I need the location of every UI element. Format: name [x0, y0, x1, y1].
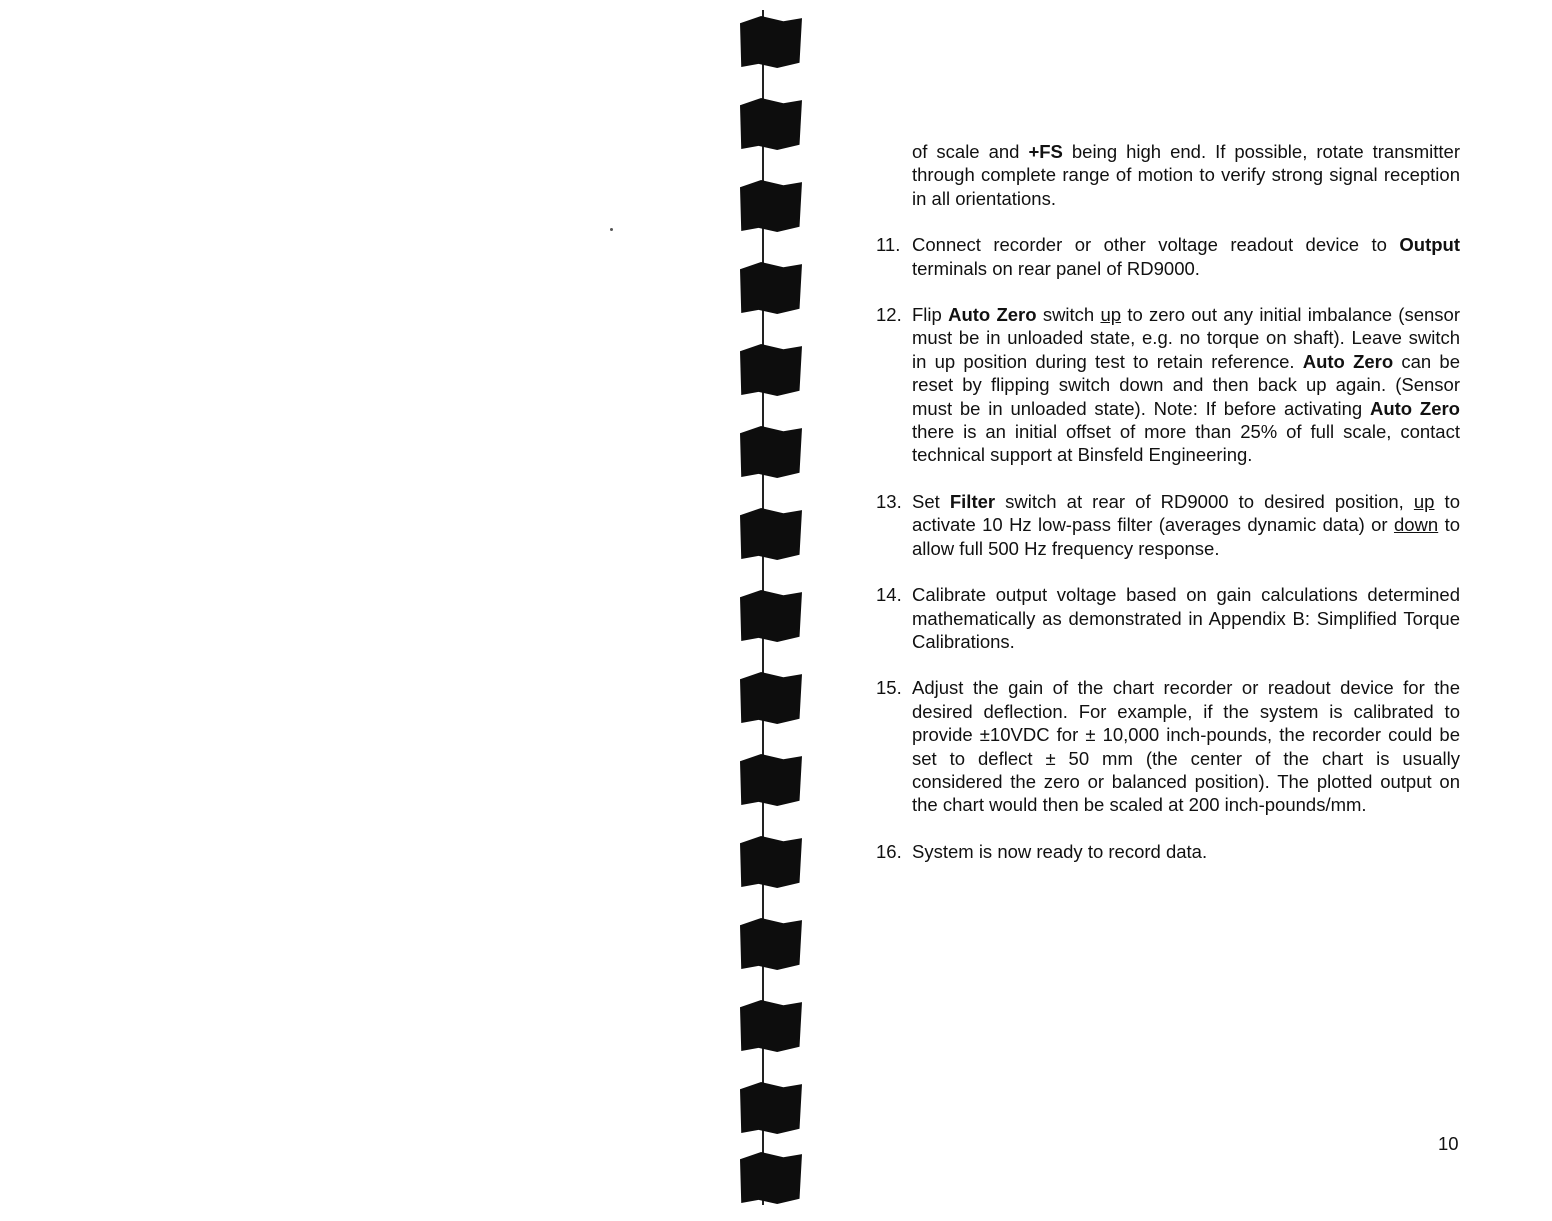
text-run: can be reset by flipping switch down and then back up again. (Sensor must be in unloaded state). Note: If before activating — [912, 350, 1461, 419]
step-11 — [870, 233, 1460, 280]
binding-ring — [740, 918, 802, 970]
binding-ring — [740, 754, 802, 806]
step-12 — [870, 303, 1460, 467]
binding-ring — [740, 16, 802, 68]
text-run: System is now ready to record data. — [912, 840, 1208, 862]
step-number: 12. — [876, 304, 902, 326]
bold-term: Filter — [949, 490, 996, 512]
text-run: terminals on rear panel of RD9000. — [912, 257, 1200, 279]
binding-ring — [740, 836, 802, 888]
step-number: 15. — [876, 677, 902, 699]
step-number: 14. — [876, 584, 902, 606]
continuation-paragraph — [870, 140, 1460, 210]
binding-ring — [740, 508, 802, 560]
text-run: switch at rear of RD9000 to desired position, — [995, 490, 1414, 512]
step-14 — [870, 583, 1460, 653]
underlined-term: up — [1100, 304, 1122, 326]
binding-ring — [740, 1082, 802, 1134]
binding-ring — [740, 590, 802, 642]
text-run: Calibrate output voltage based on gain calculations determined mathematically as demonstrated in Appendix B: Simplified Torque Calibrations. — [912, 584, 1460, 652]
bold-term: Auto Zero — [1369, 397, 1460, 419]
text-run: Adjust the gain of the chart recorder or readout device for the desired deflection. For example, if the system is calibrated to provide ±10VDC for ± 10,000 inch-pounds, the recorder could be set to deflect ± 50 mm (the center of the chart is usually considered the zero or balanced position). The plotted output on the chart would then be scaled at 200 inch-pounds/mm. — [912, 677, 1460, 816]
underlined-term: down — [1393, 514, 1439, 536]
step-15 — [870, 676, 1460, 816]
step-number: 13. — [876, 490, 902, 512]
binding-ring — [740, 180, 802, 232]
binding-ring — [740, 98, 802, 150]
bold-term: Auto Zero — [1302, 350, 1394, 372]
page-number: 10 — [1438, 1133, 1459, 1154]
step-16 — [870, 840, 1460, 863]
binding-ring — [740, 344, 802, 396]
text-run: being high end. If possible, rotate transmitter through complete range of motion to verify strong signal reception in all orientations. — [912, 141, 1460, 209]
binding-ring — [740, 672, 802, 724]
text-run: of scale and — [912, 141, 1029, 162]
text-run: to zero out any initial imbalance (sensor must be in unloaded state, e.g. no torque on shaft). Leave switch in up position during test to retain reference. — [912, 304, 1460, 372]
text-run: there is an initial offset of more than 25% of full scale, contact technical support at Binsfeld Engineering. — [912, 421, 1460, 466]
text-run: Flip — [912, 304, 949, 326]
binding-ring — [740, 426, 802, 478]
text-run: Connect recorder or other voltage readout device to — [912, 234, 1400, 256]
scan-speck — [610, 228, 613, 231]
binding-ring — [740, 1152, 802, 1204]
underlined-term: up — [1413, 490, 1435, 512]
bold-term: Output — [1399, 234, 1460, 256]
text-run: to allow full 500 Hz frequency response. — [912, 514, 1460, 559]
binding-ring — [740, 1000, 802, 1052]
text-run: switch — [1036, 304, 1101, 326]
bold-term: Auto Zero — [948, 304, 1037, 326]
bold-term: +FS — [1028, 141, 1063, 162]
binding-ring — [740, 262, 802, 314]
text-run: Set — [912, 490, 950, 512]
step-13 — [870, 490, 1460, 560]
spiral-binding — [736, 10, 808, 1205]
text-run: to activate 10 Hz low-pass filter (averages dynamic data) or — [912, 490, 1460, 536]
step-number: 11. — [876, 234, 901, 256]
instruction-text — [870, 140, 1460, 886]
step-number: 16. — [876, 840, 902, 862]
